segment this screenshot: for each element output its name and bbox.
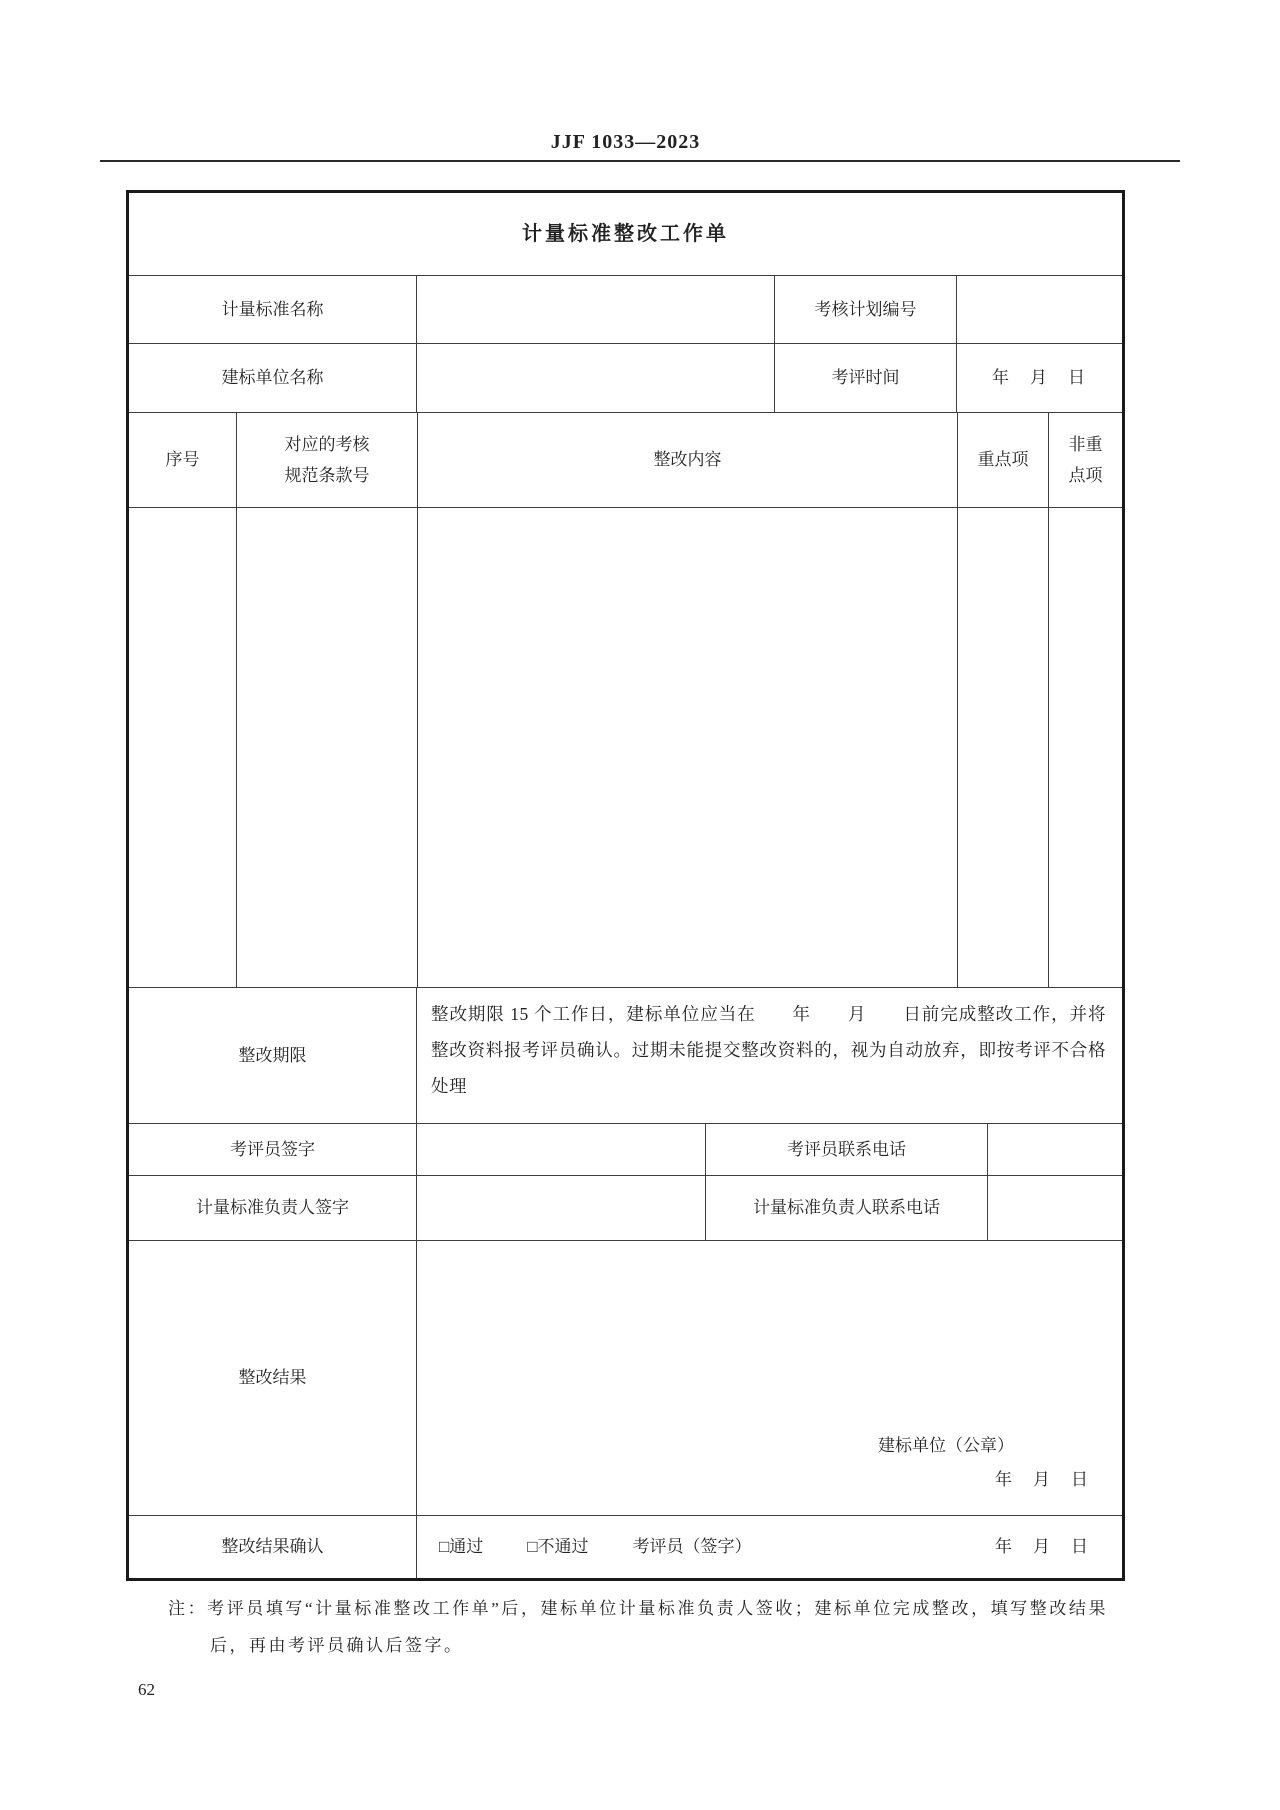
deadline-label: 整改期限 (129, 988, 417, 1123)
result-date-line: 年 月 日 (995, 1470, 1090, 1489)
col-header-clause (237, 413, 418, 507)
empty-clause-cell (237, 508, 418, 987)
assessor-phone-label: 考评员联系电话 (706, 1124, 988, 1175)
result-content-cell (417, 1241, 1122, 1515)
title-row (129, 193, 1122, 276)
assessor-signature-row (129, 1124, 1122, 1176)
assessor-sign-value-cell (417, 1124, 706, 1175)
assess-time-value: 年 月 日 (992, 368, 1087, 387)
checkbox-fail-option: □不通过 (527, 1537, 589, 1556)
head-phone-value-cell (988, 1176, 1122, 1240)
col-header-clause-line1: 对应的考核 (284, 435, 370, 454)
confirm-assessor-sign-label: 考评员（签字） (632, 1537, 752, 1556)
checkbox-pass-option: □通过 (439, 1537, 484, 1556)
column-header-row (129, 413, 1122, 508)
result-label: 整改结果 (129, 1241, 417, 1515)
empty-key-cell (958, 508, 1049, 987)
page-number: 62 (138, 1680, 155, 1699)
head-phone-label: 计量标准负责人联系电话 (706, 1176, 988, 1240)
form-title: 计量标准整改工作单 (522, 223, 729, 245)
assessor-sign-label: 考评员签字 (129, 1124, 417, 1175)
assessor-phone-value-cell (988, 1124, 1122, 1175)
footnote: 注：考评员填写“计量标准整改工作单”后，建标单位计量标准负责人签收；建标单位完成整改，填写整改结果后，再由考评员确认后签字。 (168, 1599, 1108, 1655)
org-name-row (129, 344, 1122, 413)
assess-time-label: 考评时间 (775, 344, 957, 412)
deadline-row (129, 988, 1122, 1124)
confirm-label: 整改结果确认 (129, 1516, 417, 1578)
plan-number-value-cell (957, 276, 1122, 343)
col-header-non-key-line2: 点项 (1068, 466, 1103, 485)
plan-number-label: 考核计划编号 (775, 276, 957, 343)
head-signature-row (129, 1176, 1122, 1241)
empty-seq-cell (129, 508, 237, 987)
col-header-clause-line2: 规范条款号 (284, 466, 370, 485)
org-name-label: 建标单位名称 (129, 344, 417, 412)
empty-non-key-cell (1049, 508, 1122, 987)
standard-name-value-cell (417, 276, 775, 343)
head-sign-value-cell (417, 1176, 706, 1240)
col-header-key-item: 重点项 (958, 413, 1049, 507)
empty-content-cell (418, 508, 958, 987)
org-seal-line: 建标单位（公章） (878, 1436, 1014, 1455)
deadline-text: 整改期限 15 个工作日，建标单位应当在 年 月 日前完成整改工作，并将整改资料报考评员确认。过期未能提交整改资料的，视为自动放弃，即按考评不合格处理 (431, 1004, 1106, 1096)
col-header-non-key-line1: 非重 (1068, 435, 1103, 454)
confirm-date-line: 年 月 日 (995, 1537, 1090, 1556)
col-header-content: 整改内容 (418, 413, 958, 507)
standard-name-row (129, 276, 1122, 344)
confirm-options (439, 1533, 752, 1561)
standard-code-header: JJF 1033—2023 (550, 131, 701, 153)
result-row (129, 1241, 1122, 1516)
standard-name-label: 计量标准名称 (129, 276, 417, 343)
empty-data-row (129, 508, 1122, 988)
col-header-seq: 序号 (129, 413, 237, 507)
header-rule (100, 160, 1180, 162)
confirm-row (129, 1516, 1122, 1578)
rectification-worksheet-table (126, 190, 1125, 1581)
col-header-non-key-item (1049, 413, 1122, 507)
org-name-value-cell (417, 344, 775, 412)
head-sign-label: 计量标准负责人签字 (129, 1176, 417, 1240)
confirm-content-cell (417, 1516, 1122, 1578)
